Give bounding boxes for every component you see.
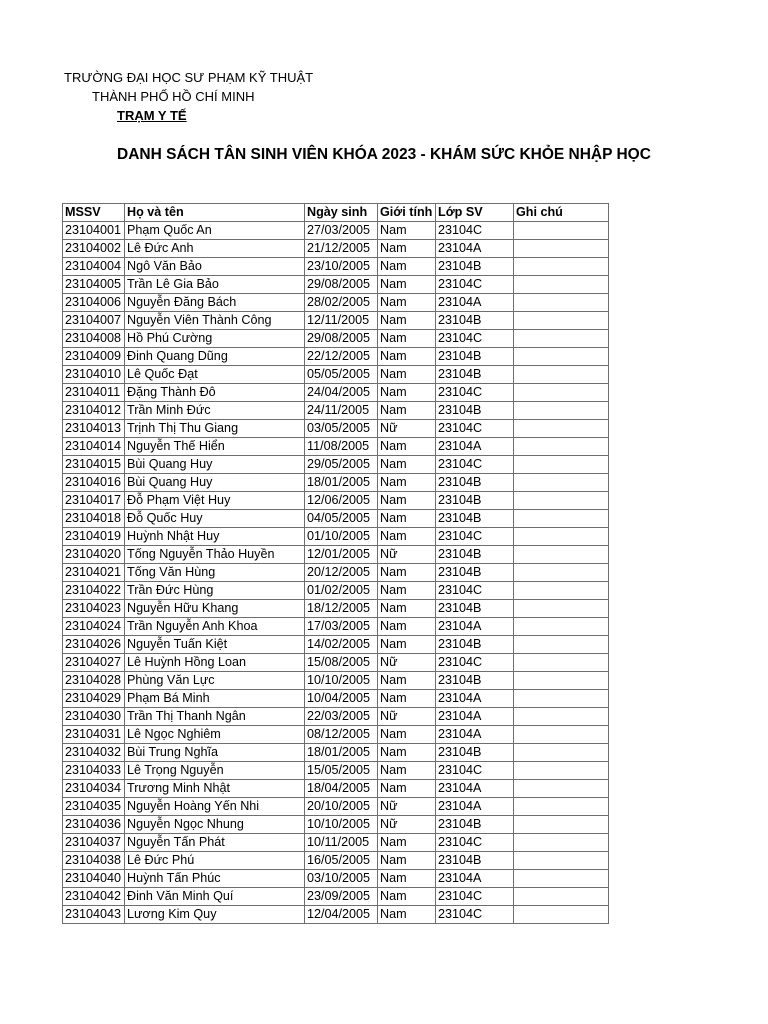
cell-gender: Nữ	[378, 708, 436, 726]
cell-gender: Nam	[378, 618, 436, 636]
cell-gender: Nam	[378, 870, 436, 888]
table-row	[63, 222, 609, 240]
table-row	[63, 600, 609, 618]
cell-full-name: Phạm Bá Minh	[125, 690, 305, 708]
cell-date-of-birth: 23/09/2005	[305, 888, 378, 906]
table-row	[63, 474, 609, 492]
cell-full-name: Lê Đức Anh	[125, 240, 305, 258]
cell-class: 23104C	[436, 906, 514, 924]
table-body	[63, 222, 609, 924]
table-row	[63, 672, 609, 690]
cell-mssv: 23104042	[63, 888, 125, 906]
cell-mssv: 23104014	[63, 438, 125, 456]
cell-notes	[514, 474, 609, 492]
cell-notes	[514, 510, 609, 528]
table-row	[63, 834, 609, 852]
table-row	[63, 636, 609, 654]
cell-full-name: Phùng Văn Lực	[125, 672, 305, 690]
cell-full-name: Tống Văn Hùng	[125, 564, 305, 582]
cell-date-of-birth: 12/11/2005	[305, 312, 378, 330]
cell-gender: Nam	[378, 276, 436, 294]
cell-class: 23104A	[436, 780, 514, 798]
cell-class: 23104C	[436, 654, 514, 672]
cell-gender: Nam	[378, 906, 436, 924]
cell-mssv: 23104032	[63, 744, 125, 762]
cell-gender: Nam	[378, 888, 436, 906]
cell-date-of-birth: 17/03/2005	[305, 618, 378, 636]
cell-full-name: Đinh Văn Minh Quí	[125, 888, 305, 906]
cell-notes	[514, 762, 609, 780]
cell-notes	[514, 366, 609, 384]
cell-gender: Nam	[378, 258, 436, 276]
table-row	[63, 276, 609, 294]
cell-date-of-birth: 08/12/2005	[305, 726, 378, 744]
cell-full-name: Trần Nguyễn Anh Khoa	[125, 618, 305, 636]
cell-notes	[514, 834, 609, 852]
cell-class: 23104B	[436, 312, 514, 330]
cell-class: 23104B	[436, 636, 514, 654]
cell-class: 23104C	[436, 384, 514, 402]
cell-class: 23104C	[436, 528, 514, 546]
table-row	[63, 690, 609, 708]
table-row	[63, 546, 609, 564]
cell-mssv: 23104001	[63, 222, 125, 240]
cell-date-of-birth: 04/05/2005	[305, 510, 378, 528]
cell-gender: Nam	[378, 312, 436, 330]
cell-notes	[514, 852, 609, 870]
table-row	[63, 330, 609, 348]
cell-date-of-birth: 22/03/2005	[305, 708, 378, 726]
cell-class: 23104B	[436, 816, 514, 834]
cell-full-name: Tống Nguyễn Thảo Huyền	[125, 546, 305, 564]
cell-full-name: Bùi Quang Huy	[125, 456, 305, 474]
cell-mssv: 23104024	[63, 618, 125, 636]
cell-class: 23104A	[436, 294, 514, 312]
cell-gender: Nam	[378, 222, 436, 240]
cell-full-name: Nguyễn Đăng Bách	[125, 294, 305, 312]
cell-date-of-birth: 22/12/2005	[305, 348, 378, 366]
cell-class: 23104A	[436, 240, 514, 258]
cell-gender: Nam	[378, 690, 436, 708]
table-row	[63, 492, 609, 510]
cell-class: 23104A	[436, 870, 514, 888]
cell-gender: Nam	[378, 726, 436, 744]
cell-date-of-birth: 28/02/2005	[305, 294, 378, 312]
cell-mssv: 23104018	[63, 510, 125, 528]
cell-date-of-birth: 18/12/2005	[305, 600, 378, 618]
table-row	[63, 798, 609, 816]
cell-notes	[514, 258, 609, 276]
cell-date-of-birth: 10/04/2005	[305, 690, 378, 708]
cell-mssv: 23104013	[63, 420, 125, 438]
cell-notes	[514, 672, 609, 690]
cell-full-name: Lê Huỳnh Hồng Loan	[125, 654, 305, 672]
cell-date-of-birth: 29/08/2005	[305, 276, 378, 294]
cell-notes	[514, 384, 609, 402]
cell-gender: Nam	[378, 600, 436, 618]
table-row	[63, 852, 609, 870]
school-name-line1: TRƯỜNG ĐẠI HỌC SƯ PHẠM KỸ THUẬT	[64, 70, 314, 85]
cell-gender: Nam	[378, 492, 436, 510]
cell-gender: Nữ	[378, 420, 436, 438]
table-row	[63, 726, 609, 744]
table-row	[63, 744, 609, 762]
cell-date-of-birth: 03/05/2005	[305, 420, 378, 438]
cell-notes	[514, 420, 609, 438]
cell-full-name: Đặng Thành Đô	[125, 384, 305, 402]
cell-class: 23104B	[436, 852, 514, 870]
cell-notes	[514, 276, 609, 294]
cell-date-of-birth: 18/04/2005	[305, 780, 378, 798]
cell-full-name: Ngô Văn Bảo	[125, 258, 305, 276]
cell-date-of-birth: 11/08/2005	[305, 438, 378, 456]
table-header	[63, 204, 609, 222]
cell-date-of-birth: 27/03/2005	[305, 222, 378, 240]
cell-full-name: Bùi Quang Huy	[125, 474, 305, 492]
cell-class: 23104C	[436, 582, 514, 600]
table-header-row	[63, 204, 609, 222]
cell-full-name: Đinh Quang Dũng	[125, 348, 305, 366]
table-row	[63, 366, 609, 384]
cell-class: 23104C	[436, 330, 514, 348]
table-row	[63, 618, 609, 636]
cell-class: 23104C	[436, 456, 514, 474]
cell-date-of-birth: 14/02/2005	[305, 636, 378, 654]
cell-class: 23104B	[436, 402, 514, 420]
table-row	[63, 762, 609, 780]
cell-class: 23104C	[436, 222, 514, 240]
cell-mssv: 23104008	[63, 330, 125, 348]
cell-date-of-birth: 12/04/2005	[305, 906, 378, 924]
cell-mssv: 23104006	[63, 294, 125, 312]
cell-date-of-birth: 18/01/2005	[305, 744, 378, 762]
cell-class: 23104C	[436, 276, 514, 294]
cell-gender: Nam	[378, 294, 436, 312]
department-name: TRẠM Y TẾ	[117, 108, 187, 123]
cell-class: 23104C	[436, 420, 514, 438]
table-row	[63, 348, 609, 366]
cell-notes	[514, 780, 609, 798]
cell-full-name: Huỳnh Tấn Phúc	[125, 870, 305, 888]
cell-full-name: Lê Ngọc Nghiêm	[125, 726, 305, 744]
table-row	[63, 402, 609, 420]
cell-mssv: 23104040	[63, 870, 125, 888]
cell-gender: Nam	[378, 402, 436, 420]
cell-class: 23104A	[436, 798, 514, 816]
column-header-mssv: MSSV	[63, 204, 125, 222]
cell-gender: Nam	[378, 438, 436, 456]
cell-full-name: Nguyễn Tấn Phát	[125, 834, 305, 852]
cell-full-name: Trần Minh Đức	[125, 402, 305, 420]
cell-notes	[514, 870, 609, 888]
cell-full-name: Trần Thị Thanh Ngân	[125, 708, 305, 726]
cell-full-name: Trịnh Thị Thu Giang	[125, 420, 305, 438]
cell-mssv: 23104030	[63, 708, 125, 726]
cell-class: 23104A	[436, 708, 514, 726]
cell-date-of-birth: 15/08/2005	[305, 654, 378, 672]
cell-gender: Nam	[378, 564, 436, 582]
cell-class: 23104A	[436, 690, 514, 708]
cell-class: 23104A	[436, 438, 514, 456]
cell-date-of-birth: 29/08/2005	[305, 330, 378, 348]
cell-mssv: 23104015	[63, 456, 125, 474]
cell-full-name: Trần Đức Hùng	[125, 582, 305, 600]
cell-notes	[514, 222, 609, 240]
cell-class: 23104B	[436, 492, 514, 510]
cell-notes	[514, 582, 609, 600]
cell-gender: Nam	[378, 762, 436, 780]
column-header-date-of-birth: Ngày sinh	[305, 204, 378, 222]
column-header-full-name: Họ và tên	[125, 204, 305, 222]
cell-notes	[514, 600, 609, 618]
cell-mssv: 23104033	[63, 762, 125, 780]
cell-mssv: 23104005	[63, 276, 125, 294]
cell-mssv: 23104026	[63, 636, 125, 654]
cell-gender: Nữ	[378, 546, 436, 564]
cell-full-name: Nguyễn Hoàng Yến Nhi	[125, 798, 305, 816]
table-row	[63, 240, 609, 258]
cell-full-name: Nguyễn Thế Hiển	[125, 438, 305, 456]
cell-date-of-birth: 05/05/2005	[305, 366, 378, 384]
cell-notes	[514, 492, 609, 510]
cell-date-of-birth: 18/01/2005	[305, 474, 378, 492]
cell-full-name: Huỳnh Nhật Huy	[125, 528, 305, 546]
cell-mssv: 23104023	[63, 600, 125, 618]
cell-full-name: Nguyễn Viên Thành Công	[125, 312, 305, 330]
cell-mssv: 23104038	[63, 852, 125, 870]
cell-date-of-birth: 10/10/2005	[305, 672, 378, 690]
table-row	[63, 438, 609, 456]
cell-notes	[514, 744, 609, 762]
school-name-line2: THÀNH PHỐ HỒ CHÍ MINH	[92, 89, 255, 104]
cell-notes	[514, 348, 609, 366]
cell-mssv: 23104010	[63, 366, 125, 384]
cell-notes	[514, 456, 609, 474]
cell-notes	[514, 240, 609, 258]
cell-gender: Nam	[378, 330, 436, 348]
cell-mssv: 23104004	[63, 258, 125, 276]
cell-notes	[514, 402, 609, 420]
cell-notes	[514, 564, 609, 582]
cell-gender: Nam	[378, 852, 436, 870]
cell-full-name: Nguyễn Hữu Khang	[125, 600, 305, 618]
cell-notes	[514, 546, 609, 564]
cell-gender: Nam	[378, 528, 436, 546]
table-row	[63, 564, 609, 582]
cell-gender: Nam	[378, 672, 436, 690]
cell-mssv: 23104016	[63, 474, 125, 492]
cell-notes	[514, 888, 609, 906]
table-row	[63, 294, 609, 312]
cell-gender: Nam	[378, 780, 436, 798]
cell-gender: Nam	[378, 636, 436, 654]
cell-mssv: 23104043	[63, 906, 125, 924]
cell-mssv: 23104027	[63, 654, 125, 672]
cell-notes	[514, 654, 609, 672]
cell-date-of-birth: 21/12/2005	[305, 240, 378, 258]
cell-mssv: 23104009	[63, 348, 125, 366]
cell-gender: Nam	[378, 456, 436, 474]
cell-mssv: 23104022	[63, 582, 125, 600]
cell-date-of-birth: 29/05/2005	[305, 456, 378, 474]
cell-notes	[514, 330, 609, 348]
cell-gender: Nam	[378, 834, 436, 852]
column-header-class: Lớp SV	[436, 204, 514, 222]
cell-mssv: 23104002	[63, 240, 125, 258]
cell-date-of-birth: 24/11/2005	[305, 402, 378, 420]
cell-notes	[514, 708, 609, 726]
column-header-gender: Giới tính	[378, 204, 436, 222]
cell-notes	[514, 294, 609, 312]
cell-date-of-birth: 10/10/2005	[305, 816, 378, 834]
cell-class: 23104B	[436, 366, 514, 384]
cell-full-name: Lê Quốc Đạt	[125, 366, 305, 384]
cell-mssv: 23104031	[63, 726, 125, 744]
cell-mssv: 23104028	[63, 672, 125, 690]
table-row	[63, 906, 609, 924]
cell-date-of-birth: 15/05/2005	[305, 762, 378, 780]
cell-full-name: Phạm Quốc An	[125, 222, 305, 240]
cell-mssv: 23104021	[63, 564, 125, 582]
table-row	[63, 456, 609, 474]
table-row	[63, 258, 609, 276]
cell-full-name: Đỗ Quốc Huy	[125, 510, 305, 528]
document-title: DANH SÁCH TÂN SINH VIÊN KHÓA 2023 - KHÁM SỨC KHỎE NHẬP HỌC	[117, 146, 651, 163]
table-row	[63, 888, 609, 906]
cell-class: 23104B	[436, 744, 514, 762]
table-row	[63, 384, 609, 402]
table-row	[63, 816, 609, 834]
cell-date-of-birth: 03/10/2005	[305, 870, 378, 888]
cell-notes	[514, 438, 609, 456]
table-row	[63, 510, 609, 528]
cell-notes	[514, 906, 609, 924]
cell-date-of-birth: 20/12/2005	[305, 564, 378, 582]
cell-notes	[514, 636, 609, 654]
cell-gender: Nam	[378, 240, 436, 258]
cell-notes	[514, 798, 609, 816]
cell-full-name: Nguyễn Tuấn Kiệt	[125, 636, 305, 654]
cell-date-of-birth: 24/04/2005	[305, 384, 378, 402]
table-row	[63, 312, 609, 330]
cell-full-name: Trương Minh Nhật	[125, 780, 305, 798]
cell-date-of-birth: 10/11/2005	[305, 834, 378, 852]
cell-gender: Nam	[378, 744, 436, 762]
table-row	[63, 870, 609, 888]
cell-date-of-birth: 01/10/2005	[305, 528, 378, 546]
table-row	[63, 582, 609, 600]
cell-full-name: Nguyễn Ngọc Nhung	[125, 816, 305, 834]
cell-mssv: 23104012	[63, 402, 125, 420]
cell-class: 23104B	[436, 510, 514, 528]
cell-mssv: 23104017	[63, 492, 125, 510]
cell-gender: Nam	[378, 510, 436, 528]
cell-date-of-birth: 20/10/2005	[305, 798, 378, 816]
cell-gender: Nam	[378, 384, 436, 402]
cell-mssv: 23104019	[63, 528, 125, 546]
cell-notes	[514, 618, 609, 636]
table-row	[63, 780, 609, 798]
cell-class: 23104C	[436, 834, 514, 852]
cell-full-name: Lê Đức Phú	[125, 852, 305, 870]
table-row	[63, 654, 609, 672]
cell-gender: Nữ	[378, 654, 436, 672]
cell-full-name: Trần Lê Gia Bảo	[125, 276, 305, 294]
cell-class: 23104B	[436, 348, 514, 366]
cell-class: 23104B	[436, 600, 514, 618]
cell-class: 23104A	[436, 618, 514, 636]
cell-date-of-birth: 23/10/2005	[305, 258, 378, 276]
table-row	[63, 420, 609, 438]
cell-class: 23104B	[436, 474, 514, 492]
cell-gender: Nam	[378, 348, 436, 366]
cell-class: 23104B	[436, 546, 514, 564]
cell-date-of-birth: 16/05/2005	[305, 852, 378, 870]
cell-full-name: Lê Trọng Nguyễn	[125, 762, 305, 780]
cell-notes	[514, 312, 609, 330]
cell-date-of-birth: 12/01/2005	[305, 546, 378, 564]
cell-notes	[514, 690, 609, 708]
cell-full-name: Hồ Phú Cường	[125, 330, 305, 348]
cell-class: 23104B	[436, 564, 514, 582]
cell-mssv: 23104011	[63, 384, 125, 402]
cell-gender: Nữ	[378, 798, 436, 816]
cell-mssv: 23104035	[63, 798, 125, 816]
cell-class: 23104C	[436, 888, 514, 906]
cell-full-name: Đỗ Phạm Việt Huy	[125, 492, 305, 510]
cell-class: 23104B	[436, 672, 514, 690]
table-row	[63, 708, 609, 726]
cell-date-of-birth: 12/06/2005	[305, 492, 378, 510]
cell-full-name: Bùi Trung Nghĩa	[125, 744, 305, 762]
column-header-notes: Ghi chú	[514, 204, 609, 222]
cell-class: 23104C	[436, 762, 514, 780]
cell-gender: Nam	[378, 582, 436, 600]
cell-notes	[514, 528, 609, 546]
cell-mssv: 23104036	[63, 816, 125, 834]
student-list-table	[62, 203, 609, 924]
cell-notes	[514, 726, 609, 744]
cell-gender: Nữ	[378, 816, 436, 834]
cell-gender: Nam	[378, 474, 436, 492]
cell-class: 23104A	[436, 726, 514, 744]
cell-class: 23104B	[436, 258, 514, 276]
cell-notes	[514, 816, 609, 834]
cell-full-name: Lương Kim Quy	[125, 906, 305, 924]
cell-mssv: 23104020	[63, 546, 125, 564]
table-row	[63, 528, 609, 546]
cell-gender: Nam	[378, 366, 436, 384]
cell-mssv: 23104037	[63, 834, 125, 852]
cell-mssv: 23104029	[63, 690, 125, 708]
cell-mssv: 23104007	[63, 312, 125, 330]
cell-date-of-birth: 01/02/2005	[305, 582, 378, 600]
cell-mssv: 23104034	[63, 780, 125, 798]
